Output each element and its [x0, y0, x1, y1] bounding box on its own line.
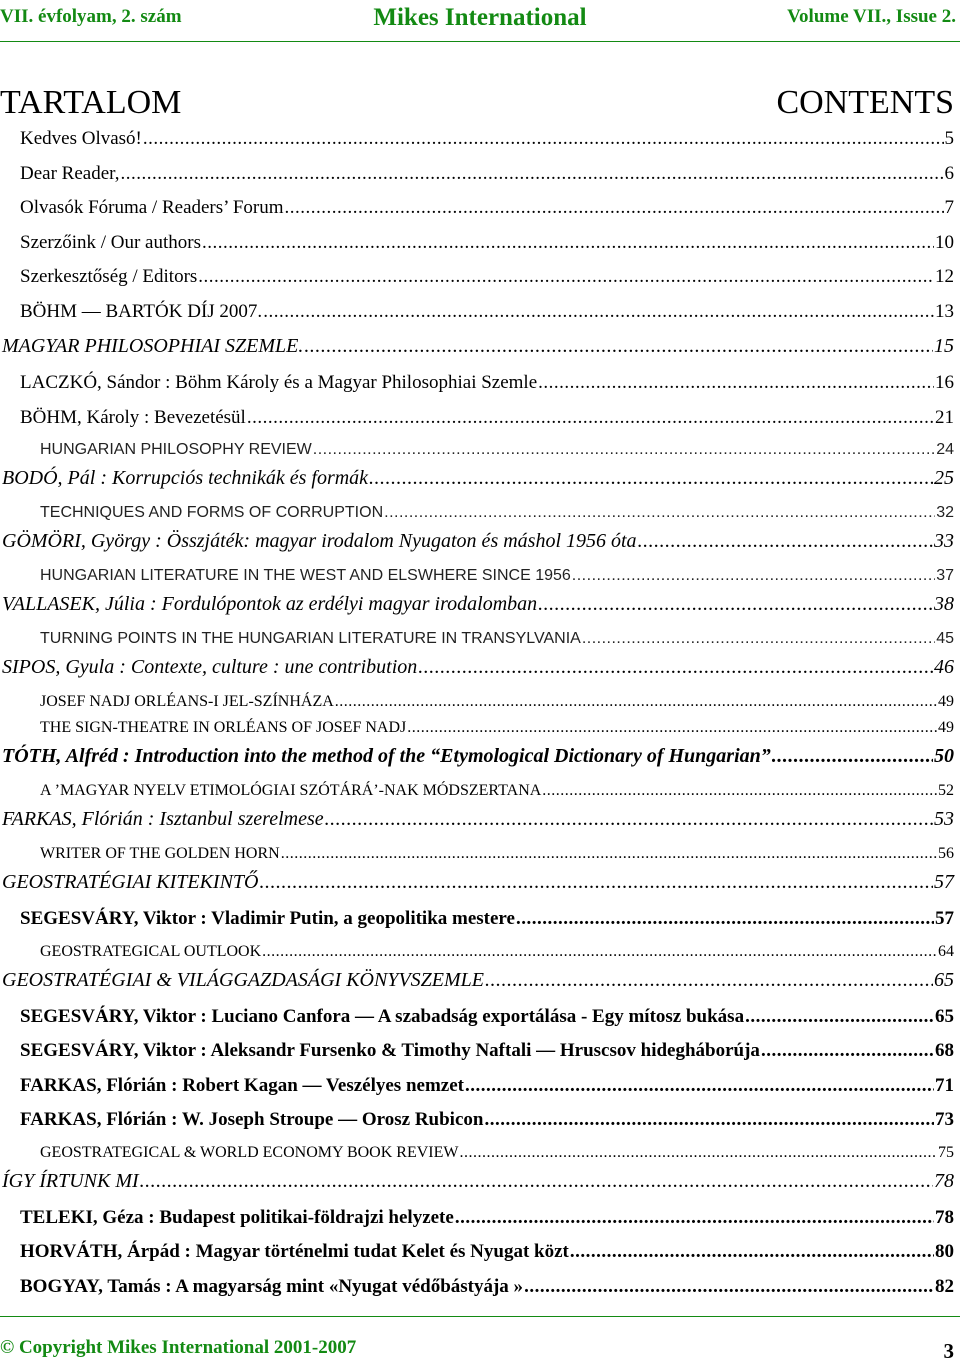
toc-dot-leader [143, 128, 944, 150]
toc-entry[interactable] [0, 943, 960, 969]
toc-entry-page: 80 [935, 1241, 954, 1262]
toc-dot-leader [582, 630, 935, 648]
toc-dot-leader [638, 530, 933, 553]
toc-dot-leader [369, 467, 933, 490]
toc-entry[interactable] [0, 1075, 960, 1110]
toc-dot-leader [418, 656, 933, 679]
header-publication-title: Mikes International [373, 4, 587, 31]
toc-entry-title: FARKAS, Flórián : Isztanbul szerelmese [2, 808, 324, 830]
toc-entry[interactable] [0, 593, 960, 630]
toc-dot-leader [202, 232, 934, 254]
toc-entry-title: GEOSTRATEGICAL & WORLD ECONOMY BOOK REVIEW [40, 1143, 459, 1161]
toc-entry[interactable] [0, 1170, 960, 1207]
toc-entry-title: SIPOS, Gyula : Contexte, culture : une contribution [2, 656, 418, 678]
toc-entry-page: 16 [935, 372, 954, 393]
toc-entry[interactable] [0, 1040, 960, 1075]
toc-entry-title: ÍGY ÍRTUNK MI [2, 1169, 139, 1192]
toc-dot-leader [538, 372, 934, 394]
toc-dot-leader [572, 567, 935, 585]
toc-dot-leader [313, 441, 935, 459]
footer-rule [0, 1316, 960, 1317]
toc-dot-leader [761, 1040, 934, 1062]
toc-entry[interactable] [0, 128, 960, 163]
toc-entry-title: GÖMÖRI, György : Összjáték: magyar irodalom Nyugaton és máshol 1956 óta [2, 530, 637, 552]
toc-entry-title: GEOSTRATEGICAL OUTLOOK [40, 942, 262, 960]
toc-entry-page: 21 [935, 406, 954, 428]
toc-dot-leader [538, 593, 933, 616]
toc-entry-title: A ’MAGYAR NYELV ETIMOLÓGIAI SZÓTÁRÁ’-NAK MÓDSZERTANA [40, 782, 542, 799]
toc-dot-leader [335, 693, 937, 711]
toc-entry-page: 75 [938, 1143, 954, 1161]
toc-entry-title: HUNGARIAN LITERATURE IN THE WEST AND ELSWHERE SINCE 1956 [40, 567, 571, 584]
toc-entry[interactable] [0, 407, 960, 442]
toc-entry-title: FARKAS, Flórián : Robert Kagan — Veszélyes nemzet [20, 1074, 464, 1096]
toc-entry[interactable] [0, 567, 960, 593]
toc-entry-title: HUNGARIAN PHILOSOPHY REVIEW [40, 441, 312, 458]
toc-entry-title: MAGYAR PHILOSOPHIAI SZEMLE. [2, 335, 304, 357]
toc-entry-page: 71 [935, 1074, 954, 1096]
header-rule [0, 41, 960, 42]
toc-entry-page: 7 [944, 197, 954, 218]
toc-entry[interactable] [0, 467, 960, 504]
toc-entry-title: SEGESVÁRY, Viktor : Luciano Canfora — A szabadság exportálása - Egy mítosz bukása [20, 1005, 745, 1027]
toc-dot-leader [465, 1075, 934, 1097]
toc-entry-page: 68 [935, 1040, 954, 1061]
title-tartalom: TARTALOM [0, 84, 182, 121]
toc-entry-title: WRITER OF THE GOLDEN HORN [40, 845, 280, 862]
toc-entry[interactable] [0, 504, 960, 530]
toc-entry-page: 38 [934, 593, 954, 615]
toc-entry[interactable] [0, 441, 960, 467]
toc-entry-title: Szerkesztőség / Editors [20, 266, 198, 287]
page-header [0, 4, 960, 38]
toc-entry-title: SEGESVÁRY, Viktor : Aleksandr Fursenko & Timothy Naftali — Hruscsov hidegháborúja [20, 1040, 760, 1061]
toc-entry-page: 12 [935, 266, 954, 287]
toc-entry[interactable] [0, 1144, 960, 1170]
toc-dot-leader [484, 1109, 934, 1131]
toc-entry-title: TECHNIQUES AND FORMS OF CORRUPTION [40, 504, 384, 521]
toc-entry-title: SEGESVÁRY, Viktor : Vladimir Putin, a geopolitika mestere [20, 908, 515, 929]
toc-dot-leader [247, 407, 934, 429]
toc-entry[interactable] [0, 656, 960, 693]
toc-entry-page: 24 [936, 441, 954, 458]
toc-entry-title: TURNING POINTS IN THE HUNGARIAN LITERATURE IN TRANSYLVANIA [40, 630, 581, 647]
toc-entry-page: 56 [938, 845, 954, 862]
toc-dot-leader [140, 1170, 933, 1193]
toc-entry-title: GEOSTRATÉGIAI KITEKINTŐ [2, 871, 259, 893]
toc-dot-leader [455, 1207, 934, 1229]
toc-dot-leader [198, 266, 934, 288]
title-contents: CONTENTS [776, 84, 954, 121]
toc-dot-leader [120, 163, 943, 185]
toc-entry[interactable] [0, 335, 960, 372]
toc-entry-page: 49 [938, 693, 954, 710]
toc-entry-page: 53 [934, 808, 954, 830]
toc-entry[interactable] [0, 630, 960, 656]
toc-entry-title: BÖHM, Károly : Bevezetésül [20, 406, 246, 428]
toc-dot-leader [485, 969, 933, 992]
toc-entry-page: 15 [934, 335, 954, 357]
toc-entry-page: 46 [934, 656, 954, 678]
toc-dot-leader [304, 335, 933, 358]
toc-entry[interactable] [0, 1006, 960, 1041]
toc-entry-page: 45 [936, 630, 954, 647]
toc-entry-page: 33 [934, 530, 954, 552]
toc-entry[interactable] [0, 845, 960, 871]
toc-entry[interactable] [0, 693, 960, 719]
toc-entry-page: 65 [935, 1005, 954, 1027]
toc-entry-page: 57 [935, 908, 954, 929]
toc-dot-leader [281, 845, 937, 863]
toc-dot-leader [263, 301, 934, 323]
toc-entry-title: GEOSTRATÉGIAI & VILÁGGAZDASÁGI KÖNYVSZEMLE [2, 968, 485, 991]
toc-entry[interactable] [0, 232, 960, 267]
toc-entry[interactable] [0, 163, 960, 198]
toc-entry-title: TÓTH, Alfréd : Introduction into the method of the “Etymological Dictionary of Hungarian” [2, 745, 771, 767]
toc-entry[interactable] [0, 719, 960, 745]
toc-dot-leader [570, 1241, 934, 1263]
toc-entry-page: 73 [935, 1109, 954, 1130]
toc-entry-page: 10 [935, 231, 954, 253]
toc-entry[interactable] [0, 301, 960, 336]
toc-entry[interactable] [0, 197, 960, 232]
toc-entry[interactable] [0, 969, 960, 1006]
header-volume-hu: VII. évfolyam, 2. szám [0, 6, 182, 27]
toc-entry[interactable] [0, 908, 960, 943]
toc-dot-leader [542, 782, 937, 800]
toc-entry[interactable] [0, 871, 960, 908]
toc-dot-leader [285, 197, 944, 219]
toc-entry-page: 32 [936, 504, 954, 521]
toc-entry-page: 49 [938, 719, 954, 736]
toc-entry-page: 25 [934, 467, 954, 489]
contents-titles [0, 84, 960, 124]
toc-entry[interactable] [0, 808, 960, 845]
toc-entry-page: 82 [935, 1275, 954, 1297]
toc-dot-leader [772, 745, 933, 768]
toc-dot-leader [745, 1006, 934, 1028]
toc-entry-title: TELEKI, Géza : Budapest politikai-földrajzi helyzete [20, 1206, 454, 1228]
toc-entry-page: 64 [938, 942, 954, 960]
toc-entry-title: FARKAS, Flórián : W. Joseph Stroupe — Orosz Rubicon [20, 1109, 484, 1130]
toc-entry-title: VALLASEK, Júlia : Fordulópontok az erdélyi magyar irodalomban [2, 593, 538, 615]
toc-dot-leader [325, 808, 933, 831]
toc-entry-title: BODÓ, Pál : Korrupciós technikák és formák [2, 467, 369, 489]
table-of-contents [0, 128, 960, 1310]
toc-dot-leader [259, 871, 933, 894]
toc-entry-page: 57 [934, 871, 954, 893]
toc-entry[interactable] [0, 1109, 960, 1144]
toc-entry-page: 37 [936, 567, 954, 584]
toc-entry-page: 6 [944, 162, 954, 184]
toc-entry[interactable] [0, 782, 960, 808]
toc-entry-title: THE SIGN-THEATRE IN ORLÉANS OF JOSEF NADJ [40, 719, 407, 736]
toc-entry-page: 50 [934, 745, 954, 767]
page-footer [0, 1337, 960, 1361]
toc-entry-title: LACZKÓ, Sándor : Böhm Károly és a Magyar Philosophiai Szemle [20, 372, 538, 393]
toc-entry-title: BOGYAY, Tamás : A magyarság mint «Nyugat védőbástyája » [20, 1275, 524, 1297]
toc-entry[interactable] [0, 745, 960, 782]
toc-entry[interactable] [0, 530, 960, 567]
toc-entry-page: 78 [935, 1206, 954, 1228]
toc-dot-leader [262, 943, 937, 961]
toc-entry-title: Dear Reader, [20, 162, 120, 184]
toc-entry-title: HORVÁTH, Árpád : Magyar történelmi tudat Kelet és Nyugat közt [20, 1241, 569, 1262]
toc-entry-title: Olvasók Fóruma / Readers’ Forum [20, 197, 284, 218]
toc-entry-title: Kedves Olvasó! [20, 128, 142, 149]
toc-dot-leader [516, 908, 934, 930]
toc-entry-title: BÖHM — BARTÓK DÍJ 2007. [20, 300, 263, 322]
toc-entry-page: 78 [934, 1169, 954, 1192]
toc-entry[interactable] [0, 372, 960, 407]
toc-entry-page: 52 [938, 782, 954, 799]
toc-entry[interactable] [0, 1241, 960, 1276]
toc-entry-page: 65 [934, 968, 954, 991]
toc-entry[interactable] [0, 1207, 960, 1242]
footer-page-number: 3 [943, 1339, 954, 1363]
toc-entry-title: JOSEF NADJ ORLÉANS-I JEL-SZÍNHÁZA [40, 693, 334, 710]
toc-dot-leader [384, 504, 935, 522]
toc-entry-title: Szerzőink / Our authors [20, 231, 201, 253]
toc-dot-leader [460, 1144, 938, 1162]
toc-dot-leader [524, 1276, 934, 1298]
toc-entry[interactable] [0, 1276, 960, 1311]
toc-entry-page: 13 [935, 300, 954, 322]
toc-entry-page: 5 [944, 128, 954, 149]
toc-entry[interactable] [0, 266, 960, 301]
footer-copyright: © Copyright Mikes International 2001-2007 [0, 1337, 357, 1358]
header-volume-en: Volume VII., Issue 2. [787, 6, 956, 27]
toc-dot-leader [407, 719, 937, 737]
